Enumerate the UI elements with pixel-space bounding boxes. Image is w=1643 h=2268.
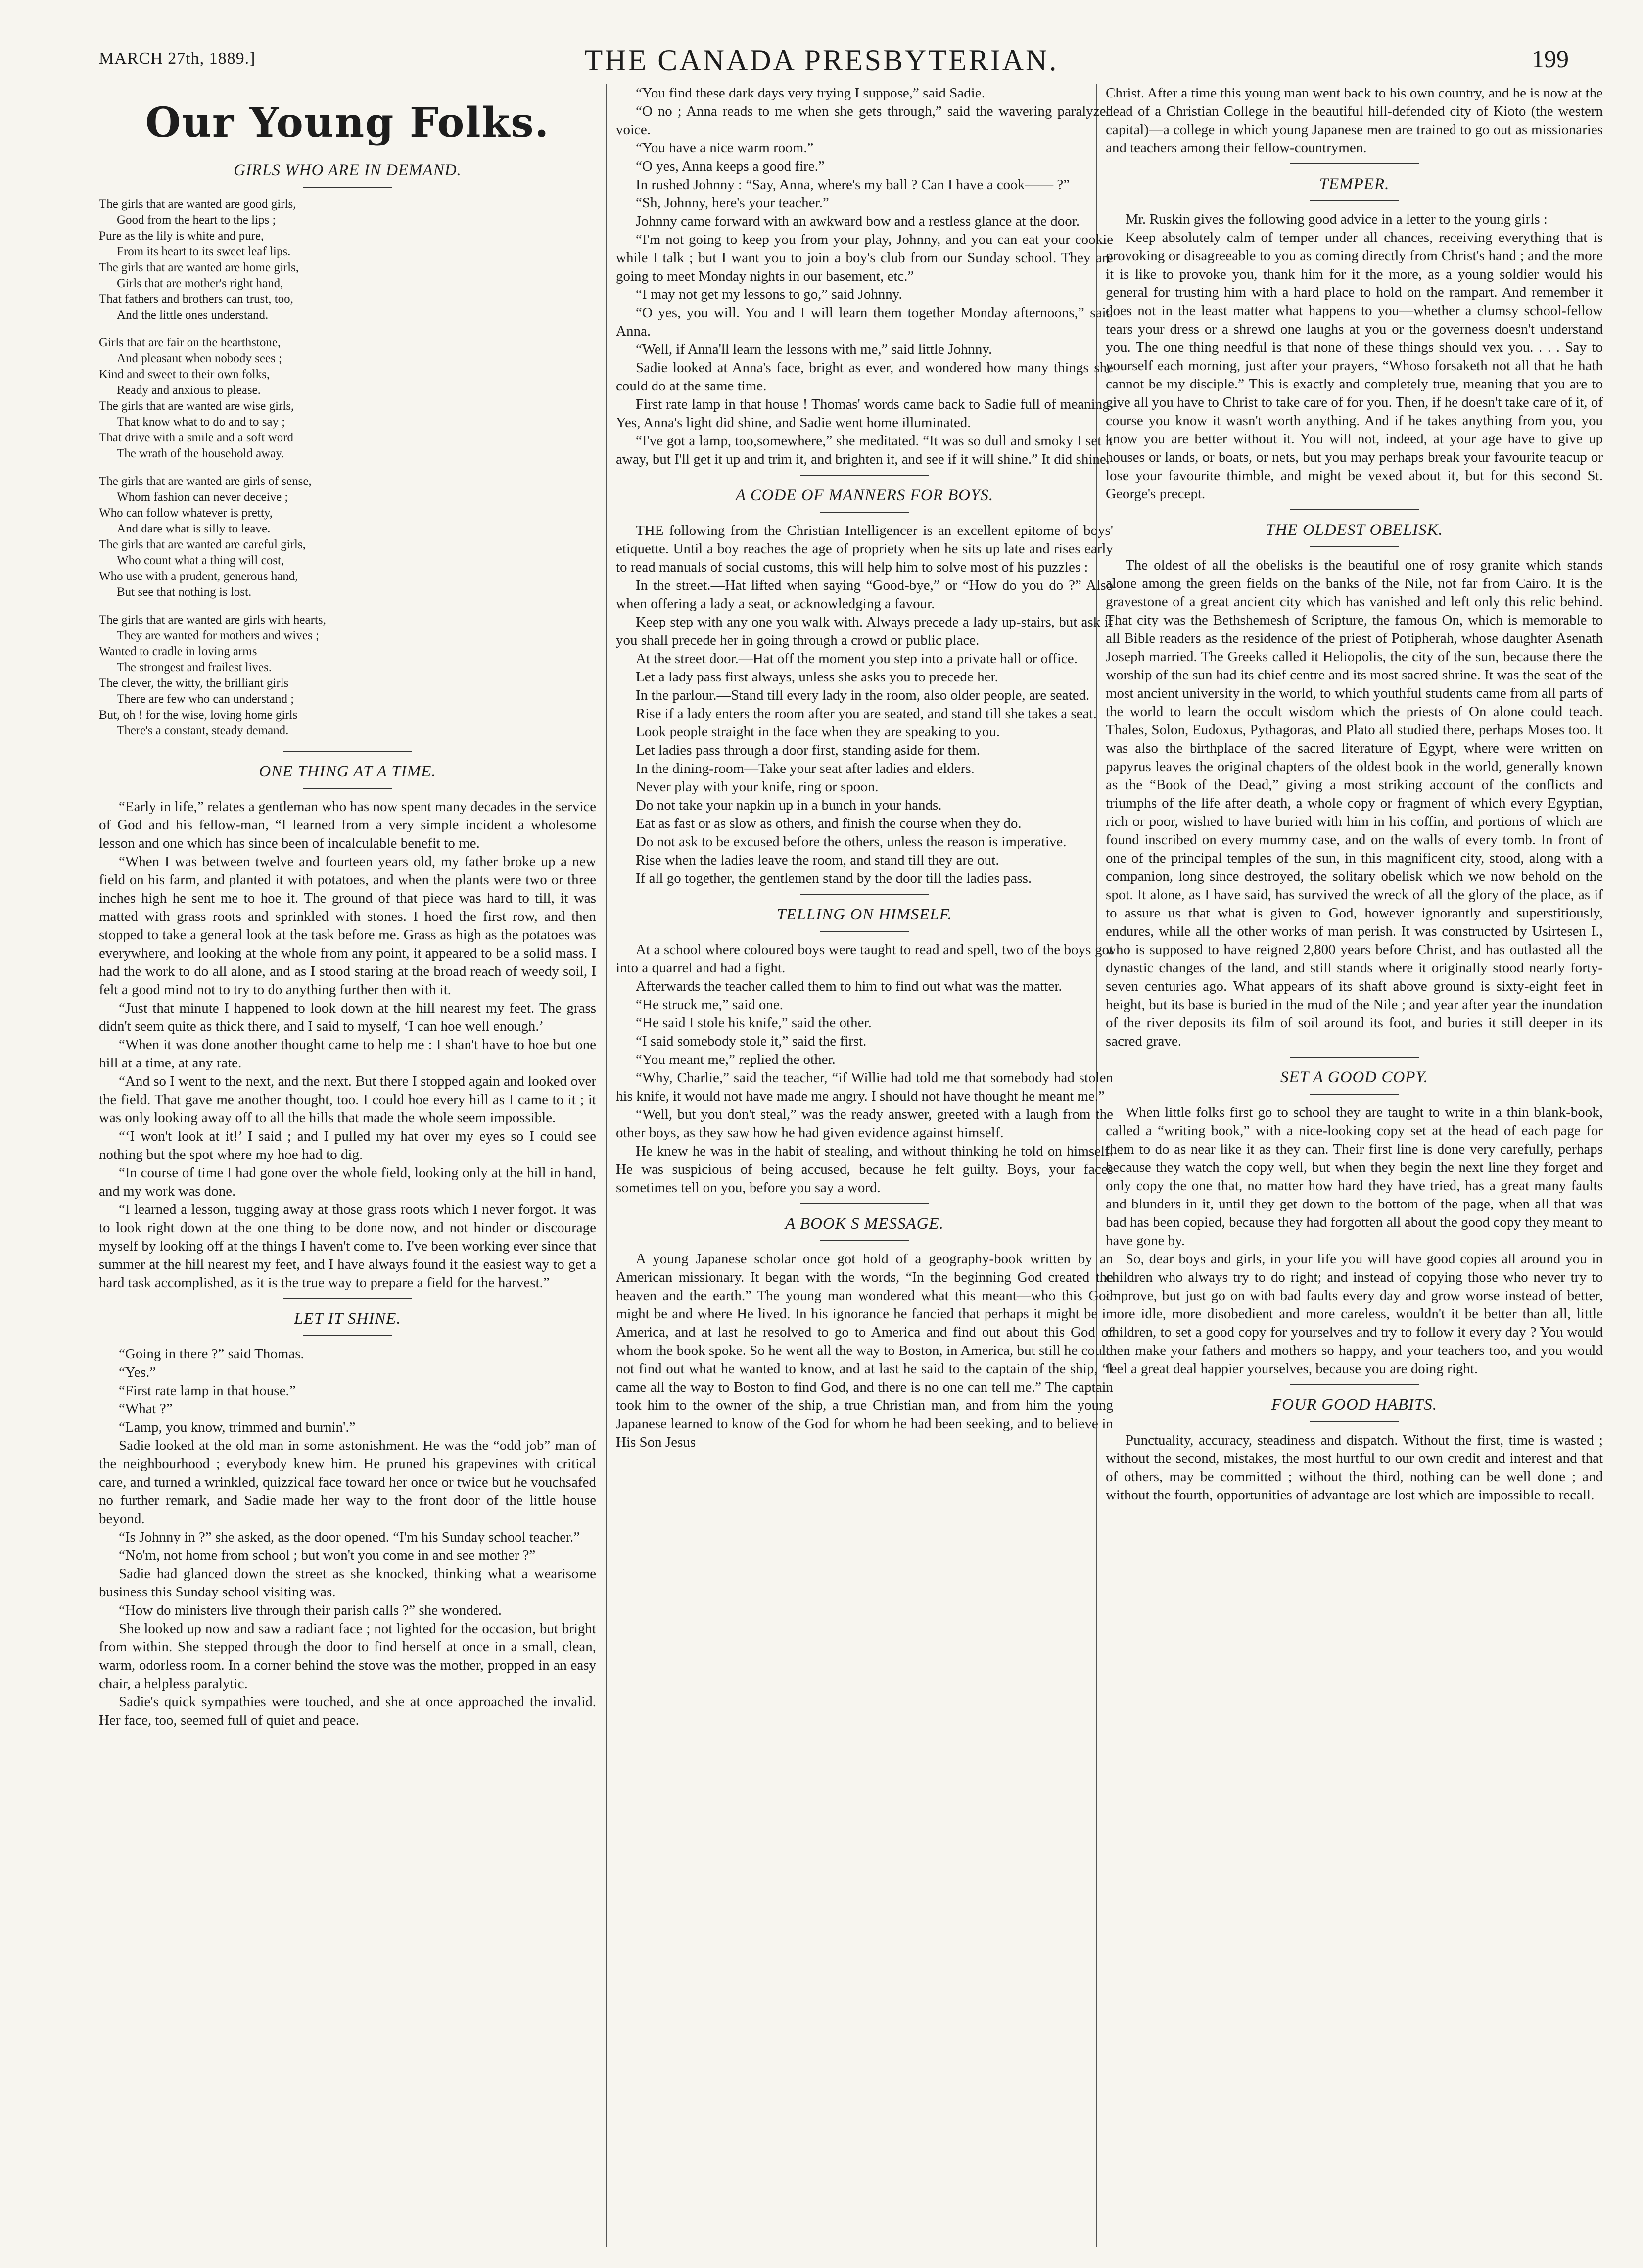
paragraph: “Just that minute I happened to look down at the hill nearest my feet. The grass didn't seem quite as thick there, and I said to myself, ‘I can hoe well enough.’ xyxy=(99,1000,596,1034)
paragraph: Let a lady pass first always, unless she asks you to precede her. xyxy=(636,669,998,685)
paragraph: Sadie's quick sympathies were touched, and she at once approached the invalid. Her face, too, seemed full of quiet and peace. xyxy=(99,1694,596,1728)
paragraph: “You have a nice warm room.” xyxy=(636,140,814,156)
paragraph: “He said I stole his knife,” said the other. xyxy=(636,1015,872,1031)
paragraph: “What ?” xyxy=(119,1401,173,1417)
paragraph: Johnny came forward with an awkward bow and a restless glance at the door. xyxy=(636,213,1080,229)
poem-line: But see that nothing is lost. xyxy=(117,585,252,599)
poem-line: The girls that are wanted are home girls, xyxy=(99,261,299,274)
paragraph: “Yes.” xyxy=(119,1364,156,1380)
paragraph: “I said somebody stole it,” said the first. xyxy=(636,1033,867,1049)
section-title: A BOOK S MESSAGE. xyxy=(785,1215,944,1233)
section-divider xyxy=(283,751,412,752)
title-rule xyxy=(1310,1421,1399,1422)
paragraph: “First rate lamp in that house.” xyxy=(119,1383,296,1399)
poem-line: Who count what a thing will cost, xyxy=(117,554,284,567)
article-body xyxy=(1106,84,1603,157)
paragraph: “O no ; Anna reads to me when she gets through,” said the wavering paralyzed voice. xyxy=(616,103,1113,138)
article-body xyxy=(99,1345,596,1730)
paragraph: He knew he was in the habit of stealing, and without thinking he told on himself. He was suspicious of being accused, because he felt guilty. Boys, your faces sometimes tell on you, before you say a word. xyxy=(616,1143,1113,1196)
poem-stanza xyxy=(99,196,596,323)
paragraph: “You meant me,” replied the other. xyxy=(636,1052,836,1067)
poem-line: The clever, the witty, the brilliant girls xyxy=(99,676,289,690)
title-rule xyxy=(1310,200,1399,201)
paragraph: A young Japanese scholar once got hold of a geography-book written by an American missionary. It began with the words, “In the beginning God created the heaven and the earth.” The young man wondered what this meant—who this God might be and where He lived. In his ignorance he fancied that perhaps it might be in America, and at last he resolved to go to America and find out about this God of whom the book spoke. So he went all the way to Boston, in America, but still he could not find out what he wanted to know, and at last he said to the captain of the ship, “I came all the way to Boston to find God, and there is no one can tell me.” The captain took him to the owner of the ship, a true Christian man, and from him the young Japanese learned to know of the God for whom he had been seeking, and to believe in His Son Jesus xyxy=(616,1251,1113,1450)
paragraph: “Lamp, you know, trimmed and burnin'.” xyxy=(119,1419,356,1435)
paragraph: The oldest of all the obelisks is the beautiful one of rosy granite which stands alone among the green fields on the banks of the Nile, not far from Cairo. It is the gravestone of a great ancient city which has vanished and left only this relic behind. That city was the Bethshemesh of Scripture, the famous On, which is memorable to all Bible readers as the residence of the priest of Potipherah, whose daughter Asenath Joseph married. The Greeks called it Heliopolis, the city of the sun, because there the worship of the sun had its chief centre and its most sacred shrine. It was the seat of the most ancient university in the world, to which youthful students came from all parts of the world to learn the occult wisdom which the priests of On alone could teach. Thales, Solon, Eudoxus, Pythagoras, and Plato all studied there, perhaps Moses too. It was also the birthplace of the sacred literature of Egypt, where were written on papyrus leaves the original chapters of the oldest book in the world, generally known as the “Book of the Dead,” giving a most striking account of the conflicts and triumphs of the life after death, a whole copy or fragment of which every Egyptian, rich or poor, wished to have buried with him in his coffin, and portions of which are found inscribed on every mummy case, and on the walls of every tomb. In front of one of the principal temples of the sun, in this magnificent city, stood, along with a companion, long since destroyed, the solitary obelisk which we now behold on the spot. It alone, as I have said, has survived the wreck of all the glory of the place, as if to assure us that what is given to God, however ignorantly and superstitiously, endures, while all the other works of man perish. It was constructed by Usirtesen I., who is supposed to have reigned 2,800 years before Christ, and has outlasted all the dynastic changes of the land, and still stands where it originally stood nearly forty-seven centuries ago. What appears of its shaft above ground is sixty-eight feet in height, but its base is buried in the mud of the Nile ; and year after year the inundation of the river deposits its film of soil around its foot, and buries it still deeper in its sacred grave. xyxy=(1106,557,1603,1049)
title-rule xyxy=(303,1335,392,1336)
paragraph: “When it was done another thought came to help me : I shan't have to hoe but one hill at a time, at any rate. xyxy=(99,1037,596,1071)
section-divider xyxy=(1290,509,1419,510)
paragraph: “Sh, Johnny, here's your teacher.” xyxy=(636,195,829,211)
poem-line: The wrath of the household away. xyxy=(117,447,284,460)
paragraph: In the dining-room—Take your seat after ladies and elders. xyxy=(636,761,975,776)
poem-stanza xyxy=(99,335,596,462)
poem-stanza xyxy=(99,474,596,600)
poem-line: Pure as the lily is white and pure, xyxy=(99,229,264,242)
paragraph: Christ. After a time this young man went back to his own country, and he is now at the head of a Christian College in the beautiful hill-defended city of Kioto (the western capital)—a college in which young Japanese men are trained to go out as missionaries and teachers among their fellow-countrymen. xyxy=(1106,85,1603,156)
poem-line: That drive with a smile and a soft word xyxy=(99,431,293,444)
paragraph: She looked up now and saw a radiant face ; not lighted for the occasion, but bright from within. She stepped through the door to find herself at once in a small, clean, warm, odorless room. In a corner behind the stove was the mother, propped in an easy chair, a helpless paralytic. xyxy=(99,1621,596,1691)
poem-line: Good from the heart to the lips ; xyxy=(117,213,276,227)
paragraph: Mr. Ruskin gives the following good advice in a letter to the young girls : xyxy=(1126,211,1548,227)
article-body xyxy=(1106,1104,1603,1378)
paragraph: “How do ministers live through their parish calls ?” she wondered. xyxy=(119,1602,502,1618)
title-rule xyxy=(303,788,392,789)
paragraph: “I'm not going to keep you from your play, Johnny, and you can eat your cookie while I talk ; but I want you to join a boy's club from our Sunday school. They are going to meet Monday nights in our basement, etc.” xyxy=(616,232,1113,284)
section-divider xyxy=(800,894,929,895)
poem xyxy=(99,196,596,739)
article-body xyxy=(1106,1431,1603,1504)
section-divider xyxy=(1290,163,1419,164)
section-divider xyxy=(800,1203,929,1204)
poem-line: There's a constant, steady demand. xyxy=(117,724,289,737)
poem-stanza xyxy=(99,612,596,739)
poem-line: From its heart to its sweet leaf lips. xyxy=(117,245,291,258)
paragraph: “No'm, not home from school ; but won't you come in and see mother ?” xyxy=(119,1547,536,1563)
section-title: THE OLDEST OBELISK. xyxy=(1266,521,1443,539)
paragraph: Do not take your napkin up in a bunch in your hands. xyxy=(636,797,942,813)
paragraph: Eat as fast or as slow as others, and finish the course when they do. xyxy=(636,816,1022,831)
paragraph: “I may not get my lessons to go,” said Johnny. xyxy=(636,287,902,302)
section-title: A CODE OF MANNERS FOR BOYS. xyxy=(735,486,994,504)
section-title: TELLING ON HIMSELF. xyxy=(777,906,952,923)
article-body xyxy=(616,522,1113,888)
paragraph: In the street.—Hat lifted when saying “Good-bye,” or “How do you do ?” Also when offering a lady a seat, or acknowledging a favour. xyxy=(616,578,1113,612)
poem-line: Girls that are mother's right hand, xyxy=(117,277,283,290)
poem-line: Ready and anxious to please. xyxy=(117,384,261,397)
page-number: 199 xyxy=(1532,45,1569,73)
paragraph: Look people straight in the face when they are speaking to you. xyxy=(636,724,1000,740)
paragraph: Sadie looked at the old man in some astonishment. He was the “odd job” man of the neighbourhood ; everybody knew him. He pruned his grapevines with critical care, and turned a wrinkled, quizzical face toward her once or twice but he vouchsafed no further remark, and Sadie made her way to the front door of the little house beyond. xyxy=(99,1438,596,1527)
paragraph: THE following from the Christian Intelligencer is an excellent epitome of boys' etiquette. Until a boy reaches the age of propriety when he sits up late and rises early to read manuals of social customs, this will help him to solve most of his puzzles : xyxy=(616,523,1113,575)
paragraph: “You find these dark days very trying I suppose,” said Sadie. xyxy=(636,85,985,101)
paragraph: If all go together, the gentlemen stand by the door till the ladies pass. xyxy=(636,870,1032,886)
paragraph: At the street door.—Hat off the moment you step into a private hall or office. xyxy=(636,651,1078,667)
paragraph: “Early in life,” relates a gentleman who has now spent many decades in the service of God and his fellow-man, “I learned from a very simple incident a wholesome lesson and one which has since been of incalculable benefit to me. xyxy=(99,799,596,851)
section-divider xyxy=(1290,1057,1419,1058)
paragraph: “Going in there ?” said Thomas. xyxy=(119,1346,304,1362)
section-title: ONE THING AT A TIME. xyxy=(259,763,436,780)
paragraph: “Well, if Anna'll learn the lessons with me,” said little Johnny. xyxy=(636,341,992,357)
paragraph: First rate lamp in that house ! Thomas' words came back to Sadie full of meaning. Yes, Anna's light did shine, and Sadie went home illuminated. xyxy=(616,396,1113,431)
poem-line: And the little ones understand. xyxy=(117,308,269,322)
article-body xyxy=(1106,556,1603,1051)
title-rule xyxy=(820,512,909,513)
paragraph: “O yes, Anna keeps a good fire.” xyxy=(636,158,825,174)
poem-line: The strongest and frailest lives. xyxy=(117,661,272,674)
poem-line: The girls that are wanted are wise girls, xyxy=(99,399,294,413)
poem-line: Girls that are fair on the hearthstone, xyxy=(99,336,281,349)
paragraph: Rise if a lady enters the room after you are seated, and stand till she takes a seat. xyxy=(636,706,1097,722)
paragraph: At a school where coloured boys were taught to read and spell, two of the boys got into a quarrel and had a fight. xyxy=(616,942,1113,976)
poem-title: GIRLS WHO ARE IN DEMAND. xyxy=(234,161,462,179)
paragraph: In rushed Johnny : “Say, Anna, where's my ball ? Can I have a cook—— ?” xyxy=(636,177,1070,193)
paragraph: Afterwards the teacher called them to him to find out what was the matter. xyxy=(636,978,1062,994)
article-body xyxy=(616,84,1113,469)
paragraph: “Well, but you don't steal,” was the ready answer, greeted with a laugh from the other boys, as they saw how he had given evidence against himself. xyxy=(616,1107,1113,1141)
column-3 xyxy=(1106,84,1603,2252)
article-body xyxy=(616,941,1113,1197)
paragraph: “I've got a lamp, too,somewhere,” she meditated. “It was so dull and smoky I set it away, but I'll get it up and trim it, and brighten it, and see if it will shine.” It did shine. xyxy=(616,433,1113,467)
paragraph: “I learned a lesson, tugging away at those grass roots which I never forgot. It was to look right down at the one thing to be done now, and not hinder or discourage myself by looking off at the things I haven't come to. I've been working ever since that summer at the hill nearest my feet, and I have always found it the easiest way to get a hard task accomplished, as it is the true way to prepare a field for the harvest.” xyxy=(99,1202,596,1291)
section-title: TEMPER. xyxy=(1319,175,1390,193)
paragraph: Sadie looked at Anna's face, bright as ever, and wondered how many things she could do at the same time. xyxy=(616,360,1113,394)
paragraph: Let ladies pass through a door first, standing aside for them. xyxy=(636,742,980,758)
poem-line: And pleasant when nobody sees ; xyxy=(117,352,282,365)
poem-line: Who can follow whatever is pretty, xyxy=(99,506,273,520)
poem-line: Whom fashion can never deceive ; xyxy=(117,490,288,504)
poem-line: Who use with a prudent, generous hand, xyxy=(99,570,298,583)
poem-line: Kind and sweet to their own folks, xyxy=(99,368,270,381)
section-masthead: Our Young Folks. xyxy=(145,99,550,146)
section-title: FOUR GOOD HABITS. xyxy=(1271,1396,1438,1414)
section-title: SET A GOOD COPY. xyxy=(1280,1068,1429,1086)
paragraph: Do not ask to be excused before the others, unless the reason is imperative. xyxy=(636,834,1067,850)
poem-line: The girls that are wanted are girls of sense, xyxy=(99,475,312,488)
poem-line: The girls that are wanted are good girls, xyxy=(99,197,296,211)
paragraph: When little folks first go to school they are taught to write in a thin blank-book, called a “writing book,” with a nice-looking copy set at the head of each page for them to do as near like it as they can. Their first line is done very carefully, perhaps because they watch the copy well, but when they begin the next line they forget and only copy the one that, no matter how hard they have tried, has a great many faults and blunders in it, until they get down to the bottom of the page, when all that was bad has been copied, because they had forgotten all about the good copy they meant to have gone by. xyxy=(1106,1105,1603,1249)
poem-line: Wanted to cradle in loving arms xyxy=(99,645,257,658)
poem-line: They are wanted for mothers and wives ; xyxy=(117,629,319,642)
paragraph: “O yes, you will. You and I will learn them together Monday afternoons,” said Anna. xyxy=(616,305,1113,339)
column-1 xyxy=(99,84,596,2252)
title-rule xyxy=(1310,1094,1399,1095)
publication-title: THE CANADA PRESBYTERIAN. xyxy=(584,44,1059,77)
paragraph: So, dear boys and girls, in your life you will have good copies all around you in children who always try to do right; and instead of copying those who never try to improve, but just go on with bad faults every day and grow worse instead of better, more idle, more disobedient and more careless, wouldn't it be better than all, little children, to set a good copy for yourselves and try to follow it every day ? You would then make your fathers and mothers so happy, and your teachers too, and you would feel a great deal happier yourselves, because you are doing right. xyxy=(1106,1251,1603,1377)
paragraph: In the parlour.—Stand till every lady in the room, also older people, are seated. xyxy=(636,687,1090,703)
paragraph: “In course of time I had gone over the whole field, looking only at the hill in hand, and my work was done. xyxy=(99,1165,596,1199)
paragraph: Sadie had glanced down the street as she knocked, thinking what a wearisome business this Sunday school visiting was. xyxy=(99,1566,596,1600)
article-body xyxy=(1106,210,1603,503)
poem-line: But, oh ! for the wise, loving home girls xyxy=(99,708,298,722)
section-divider xyxy=(1290,1384,1419,1385)
poem-line: That know what to do and to say ; xyxy=(117,415,285,429)
paragraph: “Why, Charlie,” said the teacher, “if Willie had told me that somebody had stolen his knife, it would not have made me angry. I should not have thought he meant me.” xyxy=(616,1070,1113,1104)
paragraph: “And so I went to the next, and the next. But there I stopped again and looked over the field. That gave me another thought, too. I could hoe every hill as I came to it ; it was only looking away off to all the hills that made the whole seem impossible. xyxy=(99,1073,596,1126)
title-rule xyxy=(820,1240,909,1241)
article-body xyxy=(99,798,596,1292)
section-divider xyxy=(283,1298,412,1299)
section-title: LET IT SHINE. xyxy=(294,1310,401,1328)
poem-line: There are few who can understand ; xyxy=(117,692,294,706)
page-header xyxy=(0,0,1643,77)
paragraph: Rise when the ladies leave the room, and stand till they are out. xyxy=(636,852,999,868)
title-rule xyxy=(1310,546,1399,547)
issue-date: MARCH 27th, 1889.] xyxy=(99,49,256,68)
title-rule xyxy=(303,187,392,188)
poem-line: And dare what is silly to leave. xyxy=(117,522,271,535)
title-rule xyxy=(820,931,909,932)
poem-line: The girls that are wanted are careful girls, xyxy=(99,538,306,551)
poem-line: The girls that are wanted are girls with hearts, xyxy=(99,613,326,627)
paragraph: Never play with your knife, ring or spoon. xyxy=(636,779,879,795)
section-divider xyxy=(800,475,929,476)
paragraph: “‘I won't look at it!’ I said ; and I pulled my hat over my eyes so I could see nothing but the spot where my hoe had to dig. xyxy=(99,1128,596,1162)
paragraph: Keep step with any one you walk with. Always precede a lady up-stairs, but ask if you shall precede her in going through a crowd or public place. xyxy=(616,614,1113,648)
column-2 xyxy=(616,84,1113,2252)
poem-line: That fathers and brothers can trust, too, xyxy=(99,292,293,306)
paragraph: Keep absolutely calm of temper under all chances, receiving everything that is provoking or disagreeable to you as coming directly from Christ's hand ; and the more it is like to provoke you, thank him for it the more, as a young soldier would his general for trusting him with a hard place to hold on the rampart. And remember it does not in the least matter what happens to you—whether a clumsy school-fellow tears your dress or a shrewd one laughs at you or the governess doesn't understand you. The one thing needful is that none of these things should vex you. . . . Say to yourself each morning, just after your prayers, “Whoso forsaketh not all that he hath cannot be my disciple.” This is exactly and completely true, meaning that you are to give all you have to Christ to take care of for you. Then, if he doesn't take care of it, of course you know it wasn't worth anything. And if he takes anything from you, you know you are better without it. You will not, indeed, at your age have to give up houses or lands, or boats, or nets, but you may perhaps break your favourite teacup or lose your favourite thimble, and might be vexed about it, but for this second St. George's precept. xyxy=(1106,230,1603,502)
paragraph: “Is Johnny in ?” she asked, as the door opened. “I'm his Sunday school teacher.” xyxy=(119,1529,580,1545)
column-rule xyxy=(606,84,607,2247)
paragraph: “When I was between twelve and fourteen years old, my father broke up a new field on his farm, and planted it with potatoes, and when the plants were two or three inches high he sent me to hoe it. The ground of that piece was hard to till, it was matted with grass roots and sprinkled with stones. I hoed the first row, and then stopped to take a general look at the task before me. Grass as high as the potatoes was everywhere, and looking at the whole from any point, it appeared to be a solid mass. I had the work to do all alone, and as I stood staring at the broad reach of weedy soil, I felt a good mind not to try to do anything further then with it. xyxy=(99,854,596,998)
article-body xyxy=(616,1250,1113,1451)
paragraph: “He struck me,” said one. xyxy=(636,997,783,1013)
paragraph: Punctuality, accuracy, steadiness and dispatch. Without the first, time is wasted ; without the second, mistakes, the most hurtful to our own credit and interest and that of others, may be committed ; without the third, nothing can be well done ; and without the fourth, opportunities of advantage are lost which are impossible to recall. xyxy=(1106,1432,1603,1503)
